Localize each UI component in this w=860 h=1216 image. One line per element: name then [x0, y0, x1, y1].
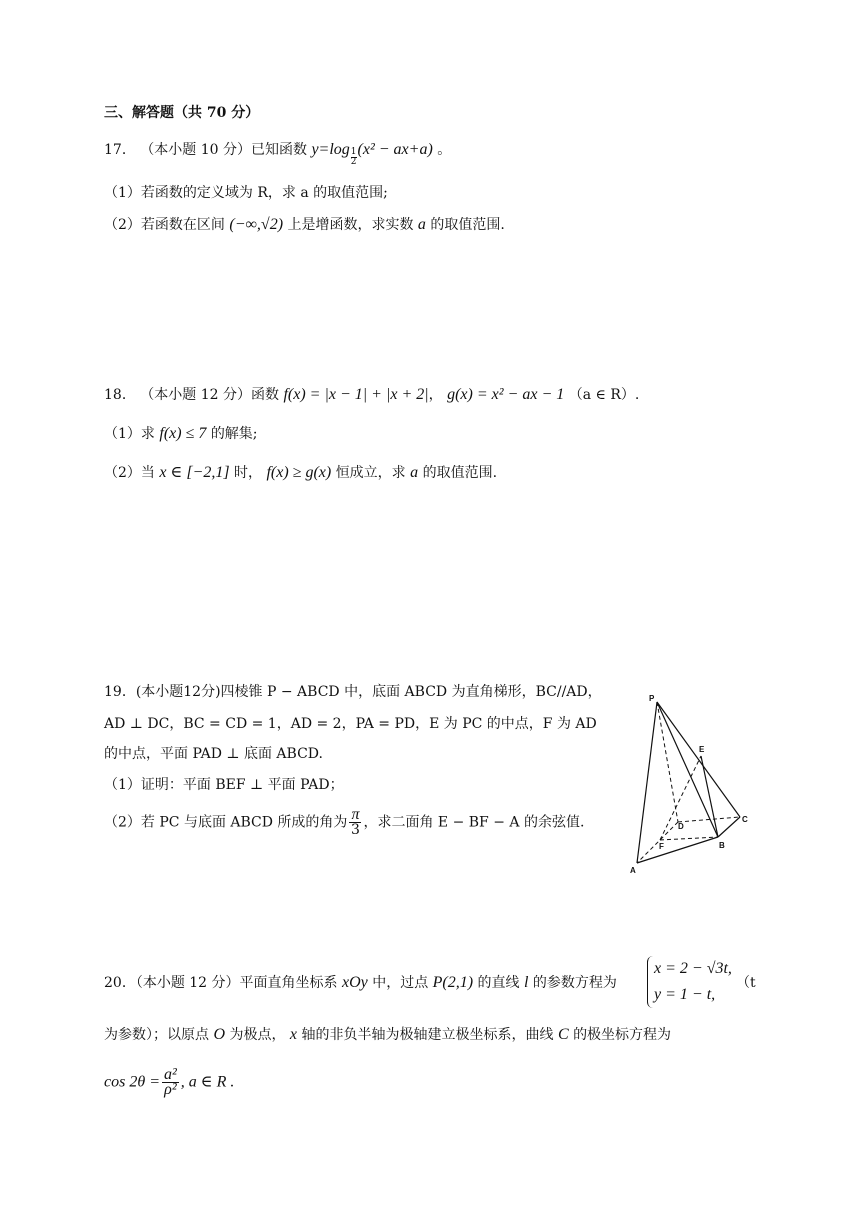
q18-g-expr: g(x) = x² − ax − 1 — [447, 386, 565, 403]
q20-polar-equation — [104, 1068, 234, 1097]
q20-text-f: 为极点， — [229, 1027, 286, 1043]
q17-end: 。 — [437, 142, 452, 158]
q17-base-den: 2 — [350, 157, 357, 167]
figure-label-P: P — [649, 694, 655, 703]
q18-p2-expr2: f(x) ≥ g(x) — [266, 464, 332, 481]
figure-label-C: C — [742, 815, 748, 824]
q20-param-tail: （t — [736, 975, 756, 991]
q18-cond: （a ∈ R）. — [568, 387, 640, 403]
q19-angle-num: π — [351, 806, 360, 823]
q20-polar-fraction — [162, 1068, 179, 1097]
q17-part2 — [104, 215, 505, 235]
q18-part1 — [104, 424, 258, 444]
q18-p2-text-a: （2）当 — [104, 465, 155, 481]
q17-base-num: 1 — [350, 147, 357, 157]
q20-polar-num: a² — [163, 1066, 177, 1083]
q20-text-a: 20．（本小题 12 分）平面直角坐标系 — [104, 975, 338, 991]
q18-number: 18． — [104, 387, 136, 403]
q20-point: P(2,1) — [432, 974, 474, 991]
q20-polar-den: ρ² — [164, 1081, 177, 1098]
q17-log-base — [351, 148, 357, 167]
q20-polar-tail: , a ∈ R . — [180, 1073, 235, 1091]
q18-stem — [104, 385, 639, 405]
q18-part2 — [104, 463, 497, 483]
q20-origin: O — [213, 1026, 226, 1043]
q20-eq2: y = 1 − t, — [654, 986, 716, 1003]
q17-p2-text-c: 的取值范围. — [430, 217, 505, 233]
q18-p2-text-b: 时， — [234, 465, 263, 481]
q20-text-c: 的直线 — [477, 975, 520, 991]
q20-text-d: 的参数方程为 — [532, 975, 617, 991]
q20-line1 — [104, 973, 617, 993]
q20-xoy: xOy — [341, 974, 368, 991]
figure-label-A: A — [630, 866, 636, 875]
q18-p1-text-a: （1）求 — [104, 426, 155, 442]
figure-label-E: E — [699, 745, 705, 754]
q18-p2-text-d: 的取值范围. — [422, 465, 498, 481]
q17-part1: （1）若函数的定义域为 R，求 a 的取值范围; — [104, 185, 388, 201]
q19-part1: （1）证明：平面 BEF ⊥ 平面 PAD； — [104, 777, 344, 793]
q17-var-a: a — [417, 216, 426, 233]
q20-x-axis: x — [289, 1026, 298, 1043]
figure-label-F: F — [659, 842, 664, 851]
q17-p2-text-a: （2）若函数在区间 — [104, 217, 225, 233]
q19-line2: AD ⊥ DC，BC = CD = 1，AD = 2，PA = PD，E 为 PC 的中点，F 为 AD — [104, 716, 597, 732]
q18-sep: ， — [428, 387, 443, 403]
q19-line3: 的中点，平面 PAD ⊥ 底面 ABCD. — [104, 746, 323, 762]
q20-text-g: 轴的非负半轴为极轴建立极坐标系，曲线 — [301, 1027, 554, 1043]
figure-label-B: B — [719, 841, 725, 850]
q20-text-h: 的极坐标方程为 — [573, 1027, 672, 1043]
q17-p2-text-b: 上是增函数，求实数 — [287, 217, 414, 233]
q19-angle-den: 3 — [350, 822, 360, 838]
q20-text-e: 为参数）；以原点 — [104, 1027, 209, 1043]
section-title: 三、解答题（共 70 分） — [104, 105, 260, 121]
q17-stem — [104, 140, 451, 167]
q19-angle-fraction — [349, 808, 361, 837]
q20-param-system — [647, 956, 732, 1008]
q18-p1-text-b: 的解集; — [210, 426, 258, 442]
q19-p2-text-b: ，求二面角 E − BF − A 的余弦值. — [363, 814, 585, 831]
q20-eq1: x = 2 − √3t, — [654, 960, 732, 977]
q18-var-a: a — [410, 464, 419, 481]
q17-number: 17． — [104, 142, 136, 158]
q20-text-b: 中，过点 — [372, 975, 429, 991]
q18-p1-expr: f(x) ≤ 7 — [159, 425, 207, 442]
pyramid-figure — [625, 690, 755, 875]
q20-polar-lhs: cos 2θ = — [104, 1073, 160, 1091]
q18-f-expr: f(x) = |x − 1| + |x + 2| — [283, 386, 429, 403]
figure-label-D: D — [678, 822, 684, 831]
q17-score: （本小题 10 分）已知函数 — [140, 142, 307, 158]
q18-p2-text-c: 恒成立，求 — [335, 465, 406, 481]
q17-func-rhs: (x² − ax+a) — [357, 141, 433, 158]
q18-p2-expr: x ∈ [−2,1] — [159, 464, 230, 481]
q18-score: （本小题 12 分）函数 — [140, 387, 279, 403]
q20-curve-c: C — [557, 1026, 569, 1043]
q20-line-l: l — [524, 974, 529, 991]
q17-interval: (−∞,√2) — [229, 216, 284, 233]
q19-line1: 19．(本小题12分)四棱锥 P − ABCD 中，底面 ABCD 为直角梯形，BC//AD， — [104, 684, 602, 700]
q17-func-lhs: y=log — [311, 141, 350, 158]
q20-line2 — [104, 1025, 671, 1045]
q19-part2 — [104, 808, 584, 837]
q19-p2-text-a: （2）若 PC 与底面 ABCD 所成的角为 — [104, 814, 348, 831]
